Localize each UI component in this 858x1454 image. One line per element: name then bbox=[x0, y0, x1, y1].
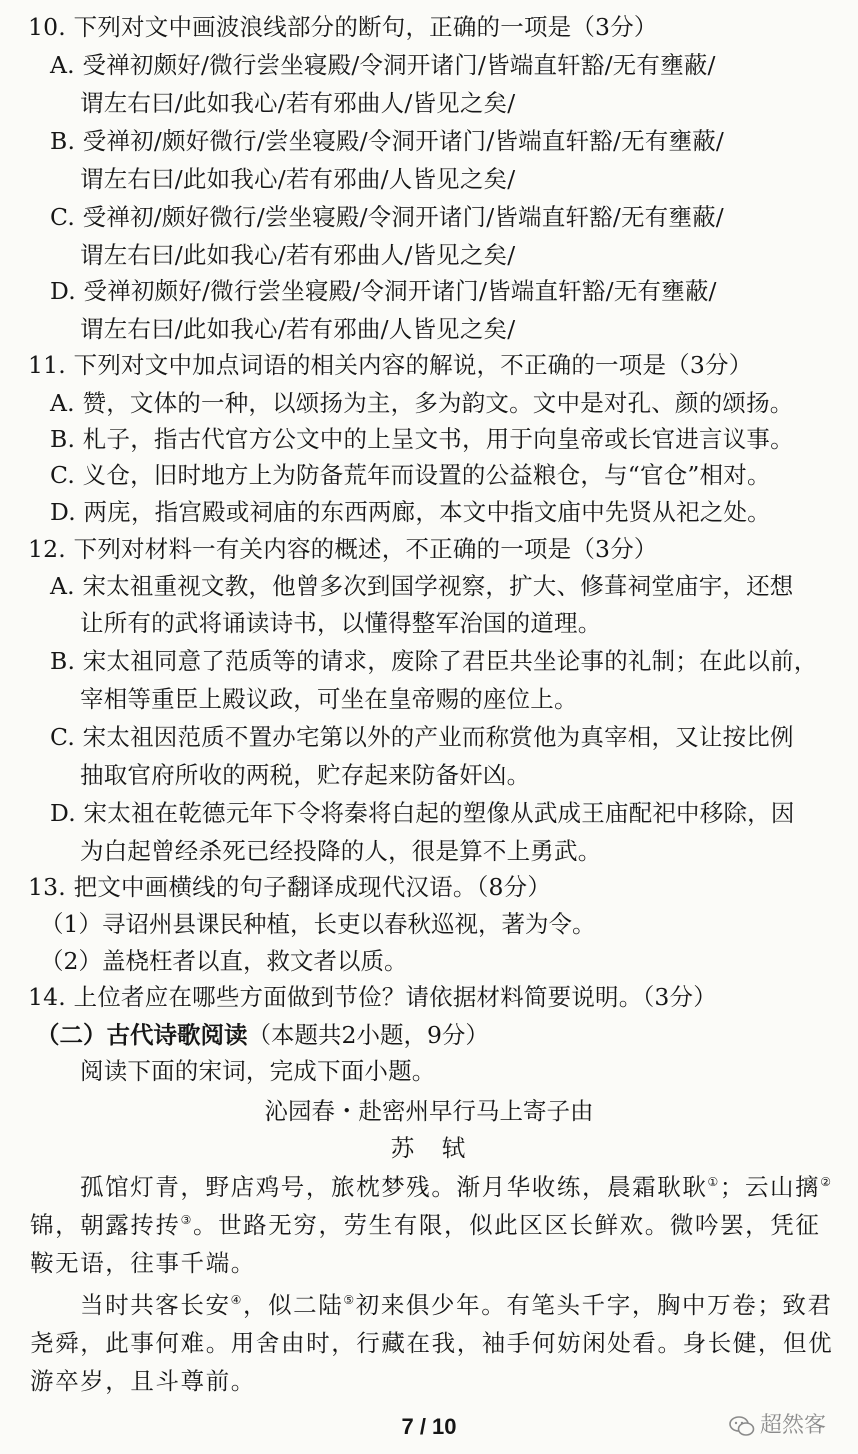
poem-line: 鞍无语，往事千端。 bbox=[30, 1249, 256, 1277]
section-instruction: 阅读下面的宋词，完成下面小题。 bbox=[80, 1057, 436, 1085]
question-10-option-a-line1: A. 受禅初颇好/微行尝坐寝殿/令洞开诸门/皆端直轩豁/无有壅蔽/ bbox=[50, 51, 716, 79]
poem-author: 苏 轼 bbox=[390, 1134, 468, 1162]
question-11-option-c: C. 义仓，旧时地方上为防备荒年而设置的公益粮仓，与“官仓”相对。 bbox=[50, 461, 771, 489]
question-10-option-d-line1: D. 受禅初颇好/微行尝坐寝殿/令洞开诸门/皆端直轩豁/无有壅蔽/ bbox=[50, 277, 717, 305]
question-10-option-d-line2: 谓左右曰/此如我心/若有邪曲/人皆见之矣/ bbox=[80, 315, 516, 343]
question-12-option-b-line1: B. 宋太祖同意了范质等的请求，废除了君臣共坐论事的礼制；在此以前， bbox=[50, 647, 818, 675]
question-12-stem: 12. 下列对材料一有关内容的概述，不正确的一项是（3分） bbox=[28, 535, 658, 563]
question-10-option-b-line1: B. 受禅初/颇好微行/尝坐寝殿/令洞开诸门/皆端直轩豁/无有壅蔽/ bbox=[50, 127, 725, 155]
poem-line: 尧舜，此事何难。用舍由时，行藏在我，袖手何妨闲处看。身长健，但优 bbox=[30, 1329, 834, 1357]
question-10-stem: 10. 下列对文中画波浪线部分的断句，正确的一项是（3分） bbox=[28, 13, 658, 41]
watermark-text: 超然客 bbox=[760, 1413, 827, 1438]
question-13-item-2: （2）盖桡枉者以直，救文者以质。 bbox=[40, 947, 408, 975]
question-14-stem: 14. 上位者应在哪些方面做到节俭？请依据材料简要说明。（3分） bbox=[28, 983, 717, 1011]
question-12-option-b-line2: 宰相等重臣上殿议政，可坐在皇帝赐的座位上。 bbox=[80, 685, 578, 713]
question-10-option-c-line2: 谓左右曰/此如我心/若有邪曲人/皆见之矣/ bbox=[80, 241, 516, 269]
poem-line: 当时共客长安④，似二陆⑤初来俱少年。有笔头千字，胸中万卷；致君 bbox=[80, 1291, 833, 1319]
poem-line: 孤馆灯青，野店鸡号，旅枕梦残。渐月华收练，晨霜耿耿①；云山摛② bbox=[80, 1173, 833, 1201]
question-12-option-d-line1: D. 宋太祖在乾德元年下令将秦将白起的塑像从武成王庙配祀中移除，因 bbox=[50, 799, 795, 827]
question-10-option-b-line2: 谓左右曰/此如我心/若有邪曲/人皆见之矣/ bbox=[80, 165, 516, 193]
poem-line: 锦，朝露抟抟③。世路无穷，劳生有限，似此区区长鲜欢。微吟罢，凭征 bbox=[30, 1211, 821, 1239]
question-10-option-c-line1: C. 受禅初/颇好微行/尝坐寝殿/令洞开诸门/皆端直轩豁/无有壅蔽/ bbox=[50, 203, 724, 231]
question-12-option-a-line1: A. 宋太祖重视文教，他曾多次到国学视察，扩大、修葺祠堂庙宇，还想 bbox=[50, 572, 794, 600]
question-12-option-c-line1: C. 宋太祖因范质不置办宅第以外的产业而称赏他为真宰相，又让按比例 bbox=[50, 723, 794, 751]
question-11-option-a: A. 赞，文体的一种，以颂扬为主，多为韵文。文中是对孔、颜的颂扬。 bbox=[50, 389, 794, 417]
question-12-option-a-line2: 让所有的武将诵读诗书，以懂得整军治国的道理。 bbox=[80, 609, 602, 637]
section-heading-bold: （二）古代诗歌阅读 bbox=[36, 1021, 248, 1049]
wechat-icon bbox=[728, 1415, 756, 1437]
question-12-option-d-line2: 为白起曾经杀死已经投降的人，很是算不上勇武。 bbox=[80, 837, 602, 865]
section-heading-note: （本题共2小题，9分） bbox=[247, 1021, 489, 1049]
section-heading bbox=[36, 1016, 489, 1050]
page-number: 7 / 10 bbox=[401, 1414, 457, 1439]
question-12-option-c-line2: 抽取官府所收的两税，贮存起来防备奸凶。 bbox=[80, 761, 531, 789]
poem-line: 游卒岁，且斗尊前。 bbox=[30, 1367, 256, 1395]
question-13-item-1: （1）寻诏州县课民种植，长吏以春秋巡视，著为令。 bbox=[40, 910, 596, 938]
question-11-option-b: B. 札子，指古代官方公文中的上呈文书，用于向皇帝或长官进言议事。 bbox=[50, 425, 794, 453]
question-11-stem: 11. 下列对文中加点词语的相关内容的解说，不正确的一项是（3分） bbox=[28, 351, 753, 379]
question-11-option-d: D. 两庑，指宫殿或祠庙的东西两廊，本文中指文庙中先贤从祀之处。 bbox=[50, 498, 771, 526]
poem-title: 沁园春・赴密州早行马上寄子由 bbox=[264, 1097, 594, 1125]
question-13-stem: 13. 把文中画横线的句子翻译成现代汉语。（8分） bbox=[28, 873, 552, 901]
watermark bbox=[728, 1408, 826, 1439]
question-10-option-a-line2: 谓左右曰/此如我心/若有邪曲人/皆见之矣/ bbox=[80, 89, 516, 117]
